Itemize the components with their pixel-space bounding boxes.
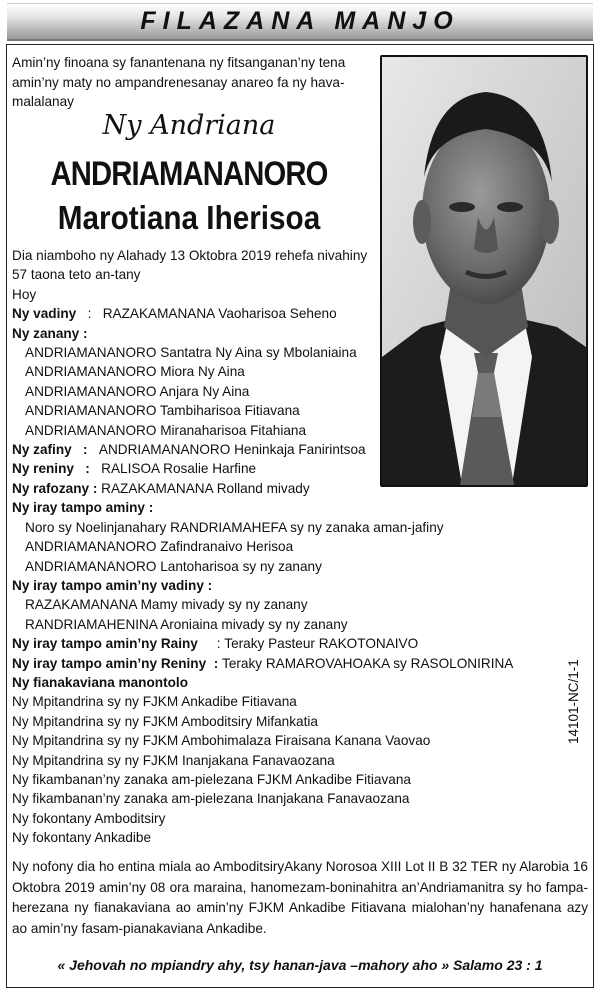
in-laws-row — [12, 479, 513, 498]
deceased-given-names: Marotiana Iherisoa — [57, 199, 321, 236]
children-label: Ny zanany : — [12, 325, 88, 341]
child-name: ANDRIAMANANORO Miora Ny Aina — [25, 364, 245, 380]
grandchild-label: Ny zafiny — [12, 442, 72, 458]
deceased-surname: ANDRIAMANANORO — [50, 155, 328, 193]
maternal-siblings-row — [12, 654, 513, 673]
other-mourner: Ny fokontany Ankadibe — [12, 830, 152, 846]
spouse-row — [12, 304, 513, 323]
intro-line: Amin’ny finoana sy fanantenana ny fitsanganan’ny tena — [12, 55, 346, 70]
reference-code: 14101-NC/1-1 — [566, 659, 581, 744]
child-name: ANDRIAMANANORO Tambiharisoa Fitiavana — [25, 403, 300, 419]
death-notice-line: Hoy — [12, 286, 37, 302]
other-mourner: Ny fikambanan’ny zanaka am-pielezana FJKM Ankadibe Fitiavana — [12, 771, 411, 787]
grandchild-name: ANDRIAMANANORO Heninkaja Fanirintsoa — [98, 442, 366, 458]
intro-line: malalanay — [12, 94, 74, 110]
notice-title: FILAZANA MANJO — [140, 7, 460, 35]
mother-separator: : — [85, 461, 90, 477]
whole-family-label: Ny fianakaviana manontolo — [12, 674, 189, 690]
paternal-siblings-label: Ny iray tampo amin’ny Rainy — [12, 636, 198, 652]
maternal-siblings-name: Teraky RAMAROVAHOAKA sy RASOLONIRINA — [222, 655, 514, 671]
mother-label: Ny reniny — [12, 461, 74, 477]
family-list — [12, 246, 513, 848]
mother-name: RALISOA Rosalie Harfine — [101, 461, 257, 477]
other-mourner: Ny Mpitandrina sy ny FJKM Amboditsiry Mifankatia — [12, 713, 318, 729]
funeral-info: Ny nofony dia ho entina miala ao AmboditsiryAkany Norosoa XIII Lot II B 32 TER ny Alarobia 16 Oktobra 2019 amin’ny 08 ora maraina, hanomezam-boninahitra an’Andriamanitra sy ho fampa-herezana ny fianakaviana ao amin’ny FJKM Ankadibe Fitiavana mialohan’ny hanafenana azy ao amin’ny fasam-pianakaviana Ankadibe. — [12, 859, 588, 936]
sibling-name: ANDRIAMANANORO Zafindranaivo Herisoa — [25, 539, 294, 555]
child-name: ANDRIAMANANORO Santatra Ny Aina sy Mbolaniaina — [25, 345, 357, 361]
other-mourner: Ny Mpitandrina sy ny FJKM Inanjakana Fanavaozana — [12, 752, 335, 768]
spouse-sibling-name: RANDRIAMAHENINA Aroniaina mivady sy ny zanany — [25, 616, 348, 632]
other-mourner: Ny Mpitandrina sy ny FJKM Ankadibe Fitiavana — [12, 694, 297, 710]
bible-quote: « Jehovah no mpiandry ahy, tsy hanan-java –mahory aho » Salamo 23 : 1 — [57, 957, 543, 973]
mother-row — [12, 459, 513, 478]
death-notice-line: Dia niamboho ny Alahady 13 Oktobra 2019 rehefa nivahiny — [12, 248, 368, 263]
grandchild-separator: : — [83, 442, 88, 458]
spouse-name: RAZAKAMANANA Vaoharisoa Seheno — [102, 306, 337, 322]
in-laws-label: Ny rafozany : — [12, 480, 98, 496]
spouse-sibling-name: RAZAKAMANANA Mamy mivady sy ny zanany — [25, 597, 308, 613]
sibling-name: Noro sy Noelinjanahary RANDRIAMAHEFA sy ny zanaka aman-jafiny — [25, 519, 444, 535]
child-name: ANDRIAMANANORO Anjara Ny Aina — [25, 383, 250, 399]
intro-text — [12, 53, 345, 112]
spouse-label: Ny vadiny — [12, 306, 77, 322]
paternal-siblings-separator: : — [216, 636, 221, 652]
grandchild-row — [12, 440, 513, 459]
maternal-siblings-separator: : — [213, 655, 219, 671]
siblings-label: Ny iray tampo aminy : — [12, 500, 154, 516]
child-name: ANDRIAMANANORO Miranaharisoa Fitahiana — [25, 422, 307, 438]
maternal-siblings-label: Ny iray tampo amin’ny Reniny — [12, 655, 207, 671]
in-laws-name: RAZAKAMANANA Rolland mivady — [101, 480, 310, 496]
intro-line: amin’ny maty no ampandrenesanay anareo fa ny hava- — [12, 74, 345, 90]
paternal-siblings-name: Teraky Pasteur RAKOTONAIVO — [224, 636, 419, 652]
paternal-siblings-row — [12, 634, 513, 653]
other-mourner: Ny fokontany Amboditsiry — [12, 810, 166, 826]
honorific-title: Ny Andriana — [102, 110, 276, 141]
death-notice-line: 57 taona teto an-tany — [12, 267, 141, 283]
spouse-separator: : — [87, 306, 92, 322]
sibling-name: ANDRIAMANANORO Lantoharisoa sy ny zanany — [25, 558, 322, 574]
other-mourner: Ny Mpitandrina sy ny FJKM Ambohimalaza Firaisana Kanana Vaovao — [12, 733, 431, 749]
spouse-siblings-label: Ny iray tampo amin’ny vadiny : — [12, 577, 213, 593]
notice-header — [7, 3, 593, 41]
other-mourner: Ny fikambanan’ny zanaka am-pielezana Inanjakana Fanavaozana — [12, 791, 410, 807]
